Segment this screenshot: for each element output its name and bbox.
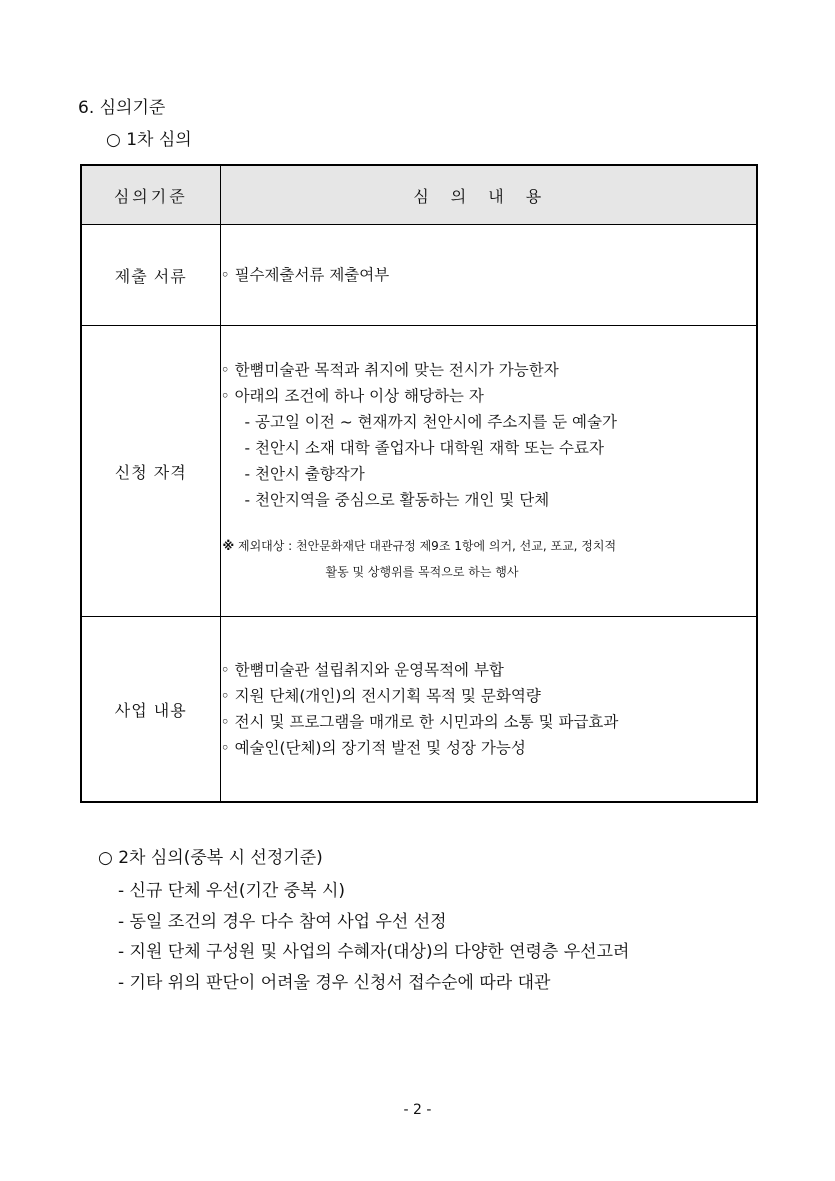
page-number: - 2 -	[403, 1102, 432, 1118]
list-item: ◦ 지원 단체(개인)의 전시기획 목적 및 문화역량	[220, 687, 541, 705]
second-review-title: ○ 2차 심의(중복 시 선정기준)	[98, 848, 323, 868]
sub-list-item: - 천안시 출향작가	[244, 465, 365, 483]
list-item: ◦ 전시 및 프로그램을 매개로 한 시민과의 소통 및 파급효과	[220, 713, 619, 731]
row-content-business	[220, 617, 757, 803]
list-item: - 동일 조건의 경우 다수 참여 사업 우선 선정	[118, 911, 447, 932]
header-criteria: 심의기준	[81, 165, 220, 225]
sub-list-item: - 공고일 이전 ~ 현재까지 천안시에 주소지를 둔 예술가	[244, 413, 617, 431]
note-mark: ※	[222, 539, 235, 553]
first-review-title: ○ 1차 심의	[106, 130, 192, 150]
note-text: 제외대상 : 천안문화재단 대관규정 제9조 1항에 의거, 선교, 포교, 정치적	[238, 539, 617, 553]
second-review-list	[118, 876, 629, 998]
list-item: - 신규 단체 우선(기간 중복 시)	[118, 881, 346, 901]
table-row	[81, 617, 757, 803]
list-item: ◦ 아래의 조건에 하나 이상 해당하는 자	[220, 387, 484, 405]
table-header-row	[81, 165, 757, 225]
exclusion-note-continued: 활동 및 상행위를 목적으로 하는 행사	[325, 565, 519, 579]
row-label-business: 사업 내용	[81, 617, 220, 803]
row-content-eligibility	[220, 326, 757, 617]
list-item: ◦ 필수제출서류 제출여부	[220, 266, 390, 284]
review-criteria-table	[80, 164, 758, 803]
exclusion-note	[221, 533, 757, 559]
list-item: - 기타 위의 판단이 어려울 경우 신청서 접수순에 따라 대관	[118, 972, 551, 993]
header-content: 심의내용	[220, 165, 757, 225]
list-item: - 지원 단체 구성원 및 사업의 수혜자(대상)의 다양한 연령층 우선고려	[118, 942, 630, 962]
row-label-documents: 제출 서류	[81, 225, 220, 326]
list-item: ◦ 한뼘미술관 목적과 취지에 맞는 전시가 가능한자	[220, 361, 559, 379]
section-title: 6. 심의기준	[78, 98, 166, 118]
row-content-documents	[220, 225, 757, 326]
table-row	[81, 225, 757, 326]
list-item: ◦ 한뼘미술관 설립취지와 운영목적에 부합	[220, 661, 504, 679]
sub-list-item: - 천안지역을 중심으로 활동하는 개인 및 단체	[244, 491, 550, 509]
sub-list-item: - 천안시 소재 대학 졸업자나 대학원 재학 또는 수료자	[244, 439, 604, 457]
table-row	[81, 326, 757, 617]
row-label-eligibility: 신청 자격	[81, 326, 220, 617]
list-item: ◦ 예술인(단체)의 장기적 발전 및 성장 가능성	[220, 739, 526, 757]
